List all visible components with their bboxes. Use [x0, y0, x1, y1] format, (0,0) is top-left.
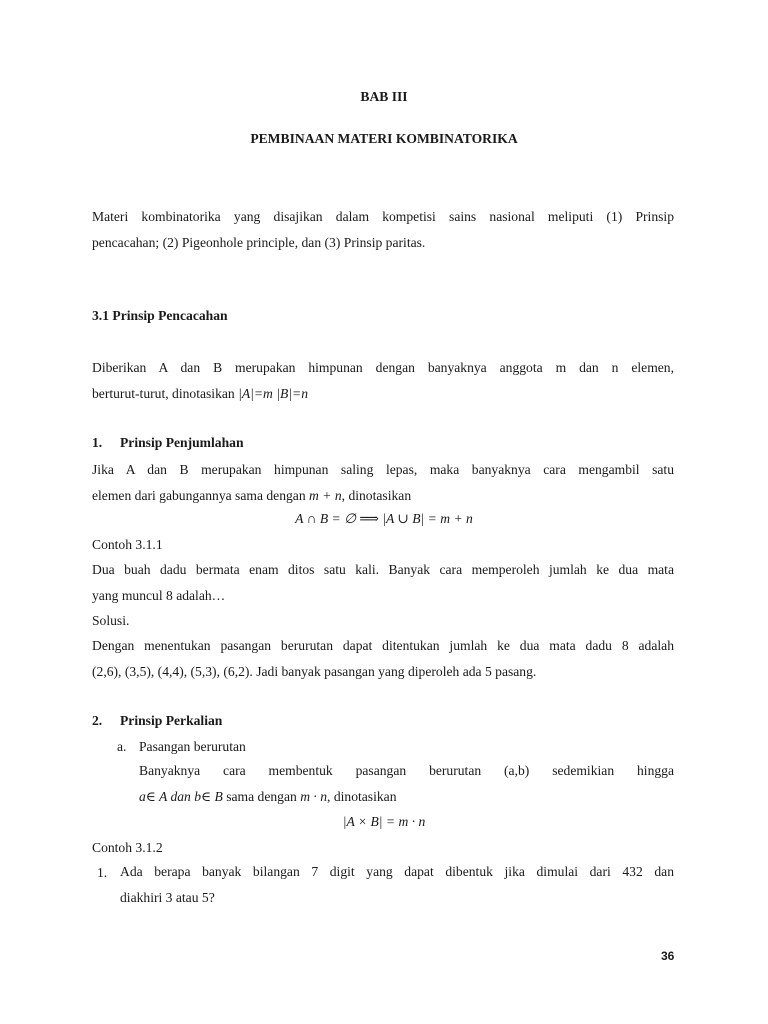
product-rule-formula: |A × B| = m · n [342, 814, 426, 829]
penjumlahan-line-2-text: elemen dari gabungannya sama dengan [92, 488, 310, 503]
intro-paragraph [92, 204, 674, 256]
penjumlahan-line-1: Jika A dan B merupakan himpunan saling lepas, maka banyaknya cara mengambil satu [92, 462, 674, 477]
example-2-line-2: diakhiri 3 atau 5? [120, 890, 215, 905]
example-2-line-1: Ada berapa banyak bilangan 7 digit yang dapat dibentuk jika dimulai dari 432 dan [120, 864, 674, 879]
subsection-title-penjumlahan: Prinsip Penjumlahan [120, 435, 244, 450]
penjumlahan-line-2 [92, 488, 411, 503]
membership-expression: a∈ A dan b∈ B [139, 789, 223, 804]
solution-line-1: Dengan menentukan pasangan berurutan dapat ditentukan jumlah ke dua mata dadu 8 adalah [92, 638, 674, 653]
page-number: 36 [661, 949, 675, 963]
section-heading: 3.1 Prinsip Pencacahan [92, 308, 228, 323]
example-label-2: Contoh 3.1.2 [92, 840, 163, 855]
example-1-text [92, 557, 674, 609]
example-1-line-1: Dua buah dadu bermata enam ditos satu kali. Banyak cara memperoleh jumlah ke dua mata [92, 562, 674, 577]
subsection-number-1: 1. [92, 435, 103, 450]
chapter-label: BAB III [360, 89, 408, 104]
perkalian-line-1: Banyaknya cara membentuk pasangan berurutan (a,b) sedemikian hingga [139, 763, 674, 778]
perkalian-paragraph [139, 758, 674, 810]
sum-rule-formula: A ∩ B = ∅ ⟹ |A ∪ B| = m + n [295, 511, 473, 526]
section-paragraph-line-1: Diberikan A dan B merupakan himpunan dengan banyaknya anggota m dan n elemen, [92, 360, 674, 375]
sub-marker-a: a. [117, 739, 127, 754]
solution-text [92, 633, 674, 685]
example-2-question [120, 859, 674, 911]
penjumlahan-line-2-tail: , dinotasikan [341, 488, 412, 503]
chapter-title: PEMBINAAN MATERI KOMBINATORIKA [250, 131, 518, 146]
section-paragraph-text: berturut-turut, dinotasikan [92, 386, 239, 401]
intro-line-1: Materi kombinatorika yang disajikan dalam kompetisi sains nasional meliputi (1) Prinsip [92, 209, 674, 224]
example-label-1: Contoh 3.1.1 [92, 537, 163, 552]
solution-label: Solusi. [92, 613, 130, 628]
subsection-number-2: 2. [92, 713, 103, 728]
item-number-1: 1. [97, 865, 108, 880]
perkalian-line-2 [139, 789, 397, 804]
perkalian-line-2-text: sama dengan [222, 789, 301, 804]
section-paragraph [92, 355, 674, 407]
section-paragraph-line-2 [92, 386, 308, 401]
example-1-line-2: yang muncul 8 adalah… [92, 588, 226, 603]
sub-title-pasangan: Pasangan berurutan [139, 739, 246, 754]
solution-line-2: (2,6), (3,5), (4,4), (5,3), (6,2). Jadi banyak pasangan yang diperoleh ada 5 pasang. [92, 664, 537, 679]
sum-expression: m + n [309, 488, 342, 503]
intro-line-2: pencacahan; (2) Pigeonhole principle, dan (3) Prinsip paritas. [92, 235, 426, 250]
product-expression: m · n [300, 789, 328, 804]
perkalian-line-2-tail: , dinotasikan [327, 789, 397, 804]
subsection-title-perkalian: Prinsip Perkalian [120, 713, 223, 728]
penjumlahan-paragraph [92, 457, 674, 509]
cardinality-notation: |A|=m |B|=n [238, 386, 309, 401]
